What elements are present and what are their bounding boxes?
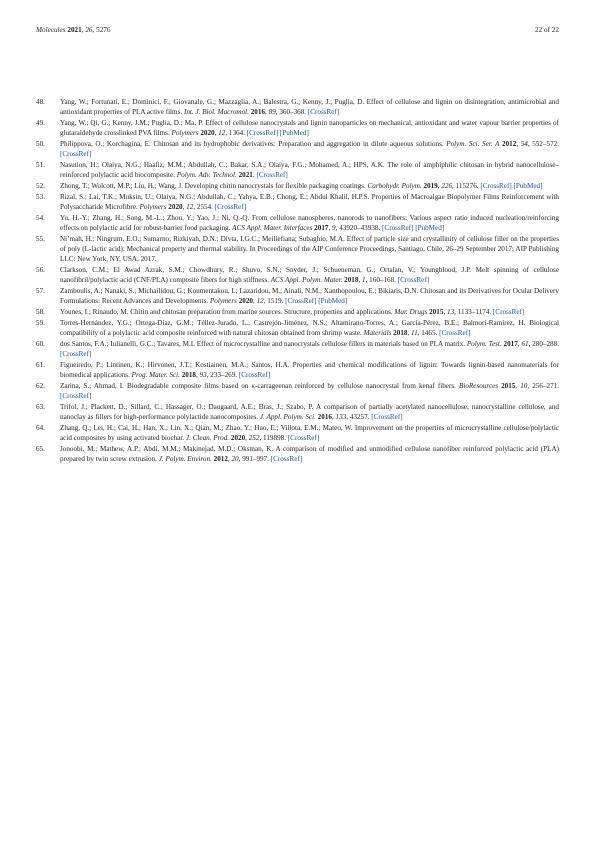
crossref-link[interactable]: [CrossRef] [492,308,525,316]
crossref-link[interactable]: [CrossRef] [397,276,430,285]
reference-authors-title: Yu, H.-Y.; Zhang, H.; Song, M.-L.; Zhou, Y.; Yao, J.; Ni, Q.-Q. From cellulose nanospheres, nanorods to nanofibers: Various aspect ratio induced nucleation/reinforcing effects on polylactic acid for robust-barrier food packaging. [60,213,559,232]
crossref-link[interactable]: [CrossRef] [214,203,247,211]
reference-journal: Int. J. Biol. Macromol. [183,108,249,117]
reference-year: 2016 [317,413,332,421]
reference-authors-title: Ni’mah, H.; Ningrum, E.O.; Sumarno; Rizkiyah, D.N.; Divta, I.G.C.; Meiliefiana; Subaghio, M.A. Effect of particle size and crystallinity of cellulose filler on the properties of poly (L-lactic acid): Mechanical property and thermal stability. In Proceedings of the AIP Conference Proceedings, Santiago, Chile, 26–29 September 2017; AIP Publishing LLC: New York, NY, USA, 2017. [60,234,559,264]
reference-journal: Polymers [171,129,199,138]
page-number: 22 of 22 [535,26,559,34]
pubmed-link[interactable]: [PubMed] [318,297,348,306]
reference-item [36,318,559,338]
reference-authors-title: Philippova, O.; Korchagina, E. Chitosan and its hydrophobic derivatives: Preparation and aggregation in dilute aqueous solutions. [60,140,447,148]
reference-item [36,339,559,359]
reference-volume: 61 [521,339,529,348]
reference-text: Rizal, S.; Lai, T.K.; Muksin, U.; Olaiya, N.G.; Abdullah, C.; Yahya, E.B.; Chong, E.; Abdul Khalil, H.P.S. Properties of Macroalgae Biopolymer Films Reinforcement with Polysaccharide Microfibre. Polymers 2020, 12, 2554. [CrossRef] [60,192,559,211]
reference-item [36,444,559,464]
crossref-link[interactable]: [CrossRef] [60,392,92,400]
reference-item [36,360,559,380]
reference-journal: Prog. Mater. Sci. [131,371,180,379]
reference-year: 2019 [423,182,438,190]
reference-volume: 12 [218,129,226,138]
reference-item [36,160,559,180]
reference-journal: Materials [363,329,392,337]
reference-text: Jonoobi, M.; Mathew, A.P.; Abdi, M.M.; Makinejad, M.D.; Oksman, K. A comparison of modified and unmodified cellulose nanofiber reinforced polylactic acid (PLA) prepared by twin screw extrusion. J. Polym. Environ. 2012, 20, 991–997. [CrossRef] [60,444,559,463]
reference-authors-title: Younes, I.; Rinaudo, M. Chitin and chitosan preparation from marine sources. Structure, properties and applications. [60,308,395,316]
reference-year: 2015 [501,381,516,390]
reference-pages: 280–288. [532,339,559,348]
reference-journal: J. Clean. Prod. [185,434,230,442]
reference-year: 2017 [314,224,329,232]
reference-journal: Polymers [209,297,237,306]
reference-item [36,181,559,191]
reference-volume: 13 [447,308,455,316]
reference-year: 2021 [238,171,253,180]
reference-number: 50. [36,140,45,148]
reference-number: 65. [36,444,45,453]
reference-text: Zhong, T.; Wolcott, M.P.; Liu, H.; Wang, J. Developing chitin nanocrystals for flexible packaging coatings. Carbohydr. Polym. 2019, 226, 115276. [CrossRef] [PubMed] [60,182,543,190]
reference-text: Yang, W.; Qi, G.; Kenny, J.M.; Puglia, D.; Ma, P. Effect of cellulose nanocrystals and lignin nanoparticles on mechanical, antioxidant and water vapour barrier properties of glutaraldehyde crosslinked PVA films. Polymers 2020, 12, 1364. [CrossRef] [PubMed] [60,119,559,138]
reference-number: 59. [36,318,45,327]
reference-journal: J. Appl. Polym. Sci. [259,413,316,421]
reference-authors-title: Zhong, T.; Wolcott, M.P.; Liu, H.; Wang, J. Developing chitin nanocrystals for flexible packaging coatings. [60,182,368,190]
reference-authors-title: Zamboulis, A.; Nanaki, S.; Michailidou, G.; Koumentakou, I.; Lazaridou, M.; Ainali, N.M.; Xanthopoulou, E.; Bikiaris, D.N. Chitosan and its Derivatives for Ocular Delivery Formulations: Recent Advances and Developments. [60,287,559,306]
reference-text [60,235,559,263]
article-number: 5276 [96,26,111,34]
reference-authors-title: Nasution, H.; Olaiya, N.G.; Haafiz, M.M.; Abdullah, C.; Bakar, S.A.; Olaiya, F.G.; Mohamed, A.; HPS, A.K. The role of amphiphilic chitosan in hybrid nanocellulose–reinforced polylactic acid biocomposite. [60,161,559,180]
crossref-link[interactable]: [CrossRef] [285,297,317,306]
reference-text: Zhang, Q.; Lei, H.; Cai, H.; Han, X.; Lin, X.; Qian, M.; Zhao, Y.; Huo, E.; Villota, E.M.; Mateo, W. Improvement on the properties of microcrystalline cellulose/polylactic acid composites by using activated biochar. J. Clean. Prod. 2020, 252, 119898. [CrossRef] [60,423,559,442]
reference-item [36,97,559,117]
reference-item [36,402,559,422]
reference-volume: 12 [186,203,194,211]
reference-number: 62. [36,381,45,390]
crossref-link[interactable]: [CrossRef] [270,455,303,463]
reference-year: 2012 [502,140,517,148]
reference-year: 2016 [250,108,266,117]
reference-text: Zamboulis, A.; Nanaki, S.; Michailidou, G.; Koumentakou, I.; Lazaridou, M.; Ainali, N.M.; Xanthopoulou, E.; Bikiaris, D.N. Chitosan and its Derivatives for Ocular Delivery Formulations: Recent Advances and Developments. Polymers 2020, 12, 1519. [CrossRef] [PubMed] [60,287,559,306]
reference-number: 48. [36,98,45,106]
crossref-link[interactable]: [CrossRef] [60,350,92,358]
reference-pages: 43257. [349,413,370,421]
journal-year: 2021 [67,26,82,34]
crossref-link[interactable]: [CrossRef] [60,150,92,159]
crossref-link[interactable]: [CrossRef] [382,224,414,232]
reference-authors-title: Yang, W.; Fortunati, E.; Dominici, F.; Giovanale, G.; Mazzaglia, A.; Balestra, G.; Kenny, J.; Puglia, D. Effect of cellulose and lignin on disintegration, antimicrobial and antioxidant properties of PLA active films. [60,98,559,117]
crossref-link[interactable]: [CrossRef] [480,182,512,190]
reference-number: 53. [36,192,45,201]
reference-authors-title: Yang, W.; Qi, G.; Kenny, J.M.; Puglia, D.; Ma, P. Effect of cellulose nanocrystals and lignin nanoparticles on mechanical, antioxidant and water vapour barrier properties of glutaraldehyde crosslinked PVA films. [60,119,559,138]
reference-authors-title: Clarkson, C.M.; El Awad Azrak, S.M.; Chowdhury, R.; Shuvo, S.N.; Snyder, J.; Schueneman, G.; Ortalan, V.; Youngblood, J.P. Melt spinning of cellulose nanofibril/polylactic acid (CNF/PLA) composite fibers for high stiffness. [60,266,559,285]
reference-year: 2020 [238,297,253,306]
reference-volume: 20 [231,455,239,463]
reference-text: Yang, W.; Fortunati, E.; Dominici, F.; Giovanale, G.; Mazzaglia, A.; Balestra, G.; Kenny, J.; Puglia, D. Effect of cellulose and lignin on disintegration, antimicrobial and antioxidant properties of PLA active films. Int. J. Biol. Macromol. 2016, 89, 360–368. [CrossRef] [60,98,559,117]
reference-number: 52. [36,182,45,190]
reference-item [36,118,559,138]
reference-volume: 1 [362,276,366,285]
reference-text: Trifol, J.; Plackett, D.; Sillard, C.; Hassager, O.; Daugaard, A.E.; Bras, J.; Szabo, P. A comparison of partially acetylated nanocellulose, nanocrystalline cellulose, and nanoclay as fillers for high-performance polylactide nanocomposites. J. Appl. Polym. Sci. 2016, 133, 43257. [CrossRef] [60,402,559,421]
reference-year: 2020 [168,203,183,211]
reference-year: 2020 [200,129,215,138]
reference-text: Torres-Hernández, Y.G.; Ortega-Díaz, G.M.; Téllez-Jurado, L.; Castrejón-Jiménez, N.S.; Altamirano-Torres, A.; García-Pérez, B.E.; Balmori-Ramírez, H. Biological compatibility of a polylactic acid composite reinforced with natural chitosan obtained from shrimp waste. Materials 2018, 11, 1465. [CrossRef] [60,318,559,337]
journal-name: Molecules [36,26,66,34]
reference-number: 61. [36,360,45,369]
reference-pages: 256–271. [532,381,559,390]
reference-pages: 1519. [267,297,284,306]
reference-pages: 1465. [421,329,438,337]
reference-journal: ACS Appl. Mater. Interfaces [232,224,313,232]
reference-pages: 552–572. [532,140,560,148]
reference-authors-title: dos Santos, F.A.; Iulianelli, G.C.; Tavares, M.I. Effect of microcrystalline and nanocrystals cellulose fillers in materials based on PLA matrix. [60,339,467,348]
reference-pages: 2554. [196,203,213,211]
reference-journal: ACS Appl. Polym. Mater. [270,276,343,285]
reference-text: dos Santos, F.A.; Iulianelli, G.C.; Tavares, M.I. Effect of microcrystalline and nanocrystals cellulose fillers in materials based on PLA matrix. Polym. Test. 2017, 61, 280–288. [CrossRef] [60,339,559,358]
reference-volume: 11 [411,329,418,337]
reference-item [36,265,559,285]
reference-pages: 1364. [228,129,245,138]
pubmed-link[interactable]: [PubMed] [279,129,309,138]
pubmed-link[interactable]: [PubMed] [415,224,445,232]
reference-text: Clarkson, C.M.; El Awad Azrak, S.M.; Chowdhury, R.; Shuvo, S.N.; Snyder, J.; Schueneman, G.; Ortalan, V.; Youngblood, J.P. Melt spinning of cellulose nanofibril/polylactic acid (CNF/PLA) composite fibers for high stiffness. ACS Appl. Polym. Mater. 2018, 1, 160–168. [CrossRef] [60,266,559,285]
crossref-link[interactable]: [CrossRef] [307,108,340,117]
reference-pages: 1133–1174. [457,308,492,316]
reference-list [36,97,559,465]
journal-volume: 26 [85,26,93,34]
reference-journal: Polym. Sci. Ser. A [446,140,500,148]
crossref-link[interactable]: [CrossRef] [246,129,279,138]
reference-year: 2020 [230,434,246,442]
reference-authors-title: Rizal, S.; Lai, T.K.; Muksin, U.; Olaiya, N.G.; Abdullah, C.; Yahya, E.B.; Chong, E.; Abdul Khalil, H.P.S. Properties of Macroalgae Biopolymer Films Reinforcement with Polysaccharide Microfibre. [60,192,559,211]
reference-journal: Polymers [139,203,167,211]
reference-year: 2018 [393,329,408,337]
reference-volume: 93 [199,371,207,379]
reference-volume: 252 [248,434,260,442]
reference-authors-title: Zhang, Q.; Lei, H.; Cai, H.; Han, X.; Lin, X.; Qian, M.; Zhao, Y.; Huo, E.; Villota, E.M.; Mateo, W. Improvement on the properties of microcrystalline cellulose/polylactic acid composites by using activated biochar. [60,423,559,442]
reference-journal: Polym. Adv. Technol. [176,171,237,180]
reference-number: 63. [36,402,45,411]
reference-authors-title: Jonoobi, M.; Mathew, A.P.; Abdi, M.M.; Makinejad, M.D.; Oksman, K. A comparison of modified and unmodified cellulose nanofiber reinforced polylactic acid (PLA) prepared by twin screw extrusion. [60,444,559,463]
reference-year: 2018 [344,276,359,285]
reference-text: Philippova, O.; Korchagina, E. Chitosan and its hydrophobic derivatives: Preparation and aggregation in dilute aqueous solutions. Polym. Sci. Ser. A 2012, 54, 552–572. [CrossRef] [60,140,560,159]
reference-number: 58. [36,308,45,316]
reference-text: Yu, H.-Y.; Zhang, H.; Song, M.-L.; Zhou, Y.; Yao, J.; Ni, Q.-Q. From cellulose nanospheres, nanorods to nanofibers: Various aspect ratio induced nucleation/reinforcing effects on polylactic acid for robust-barrier food packaging. ACS Appl. Mater. Interfaces 2017, 9, 43920–43938. [CrossRef] [PubMed] [60,213,559,232]
reference-year: 2015 [429,308,444,316]
reference-number: 49. [36,119,45,127]
reference-authors-title: Trifol, J.; Plackett, D.; Sillard, C.; Hassager, O.; Daugaard, A.E.; Bras, J.; Szabo, P. A comparison of partially acetylated nanocellulose, nanocrystalline cellulose, and nanoclay as fillers for high-performance polylactide nanocomposites. [60,402,559,421]
reference-volume: 10 [520,381,528,390]
reference-item [36,139,559,159]
reference-item [36,307,559,317]
crossref-link[interactable]: [CrossRef] [238,371,271,379]
reference-pages: 991–997. [242,455,269,463]
reference-pages: 360–368. [279,108,307,117]
reference-volume: 54 [520,140,528,148]
reference-pages: 43920–43938. [339,224,381,232]
reference-item [36,234,559,265]
crossref-link[interactable]: [CrossRef] [287,434,320,442]
reference-item [36,381,559,401]
crossref-link[interactable]: [CrossRef] [439,329,471,337]
reference-item [36,213,559,233]
reference-volume: 226 [441,182,453,190]
reference-number: 57. [36,287,45,295]
reference-journal: J. Polym. Environ. [158,455,212,463]
reference-year: 2012 [213,455,228,463]
reference-pages: 160–168. [369,276,396,285]
reference-journal: BioResources [459,381,498,390]
reference-number: 54. [36,213,45,222]
reference-number: 60. [36,339,45,348]
reference-text: Figueiredo, P.; Lintinen, K.; Hirvonen, J.T.; Kostiainen, M.A.; Santos, H.A. Properties and chemical modifications of lignin: Towards lignin-based nanomaterials for biomedical applications. Prog. Mater. Sci. 2018, 93, 233–269. [CrossRef] [60,360,559,379]
reference-item [36,192,559,212]
reference-pages: 233–269. [210,371,238,379]
reference-text: Zarina, S.; Ahmad, I. Biodegradable composite films based on κ-carrageenan reinforced by cellulose nanocrystal from kenaf fibers. BioResources 2015, 10, 256–271. [CrossRef] [60,381,559,400]
page-header [36,26,559,38]
reference-item [36,423,559,443]
journal-citation: Molecules 2021, 26, 5276 [36,26,111,34]
reference-year: 2018 [181,371,196,379]
reference-volume: 9 [332,224,336,232]
reference-number: 64. [36,423,45,432]
crossref-link[interactable]: [CrossRef] [256,171,288,180]
reference-pages: 119898. [263,434,286,442]
reference-authors-title: Torres-Hernández, Y.G.; Ortega-Díaz, G.M.; Téllez-Jurado, L.; Castrejón-Jiménez, N.S.; Altamirano-Torres, A.; García-Pérez, B.E.; Balmori-Ramírez, H. Biological compatibility of a polylactic acid composite reinforced with natural chitosan obtained from shrimp waste. [60,318,559,337]
reference-item [36,286,559,306]
crossref-link[interactable]: [CrossRef] [371,413,403,421]
reference-journal: Carbohydr. Polym. [367,182,422,190]
reference-text [60,161,559,179]
reference-text: Younes, I.; Rinaudo, M. Chitin and chitosan preparation from marine sources. Structure, properties and applications. Mar. Drugs 2015, 13, 1133–1174. [CrossRef] [60,308,525,316]
reference-pages: 115276. [455,182,479,190]
reference-number: 51. [36,161,45,169]
reference-pages: . [252,171,255,180]
reference-journal: Mar. Drugs [394,308,428,316]
reference-number: 55. [36,234,45,243]
reference-year: 2017 [503,339,518,348]
reference-number: 56. [36,266,45,274]
reference-authors-title: Figueiredo, P.; Lintinen, K.; Hirvonen, J.T.; Kostiainen, M.A.; Santos, H.A. Properties and chemical modifications of lignin: Towards lignin-based nanomaterials for biomedical applications. [60,360,559,379]
reference-journal: Polym. Test. [466,339,502,348]
reference-volume: 89 [268,108,276,117]
reference-volume: 133 [335,413,347,421]
reference-authors-title: Zarina, S.; Ahmad, I. Biodegradable composite films based on κ-carrageenan reinforced by cellulose nanocrystal from kenaf fibers. [60,381,459,390]
reference-volume: 12 [256,297,264,306]
pubmed-link[interactable]: [PubMed] [513,182,543,190]
